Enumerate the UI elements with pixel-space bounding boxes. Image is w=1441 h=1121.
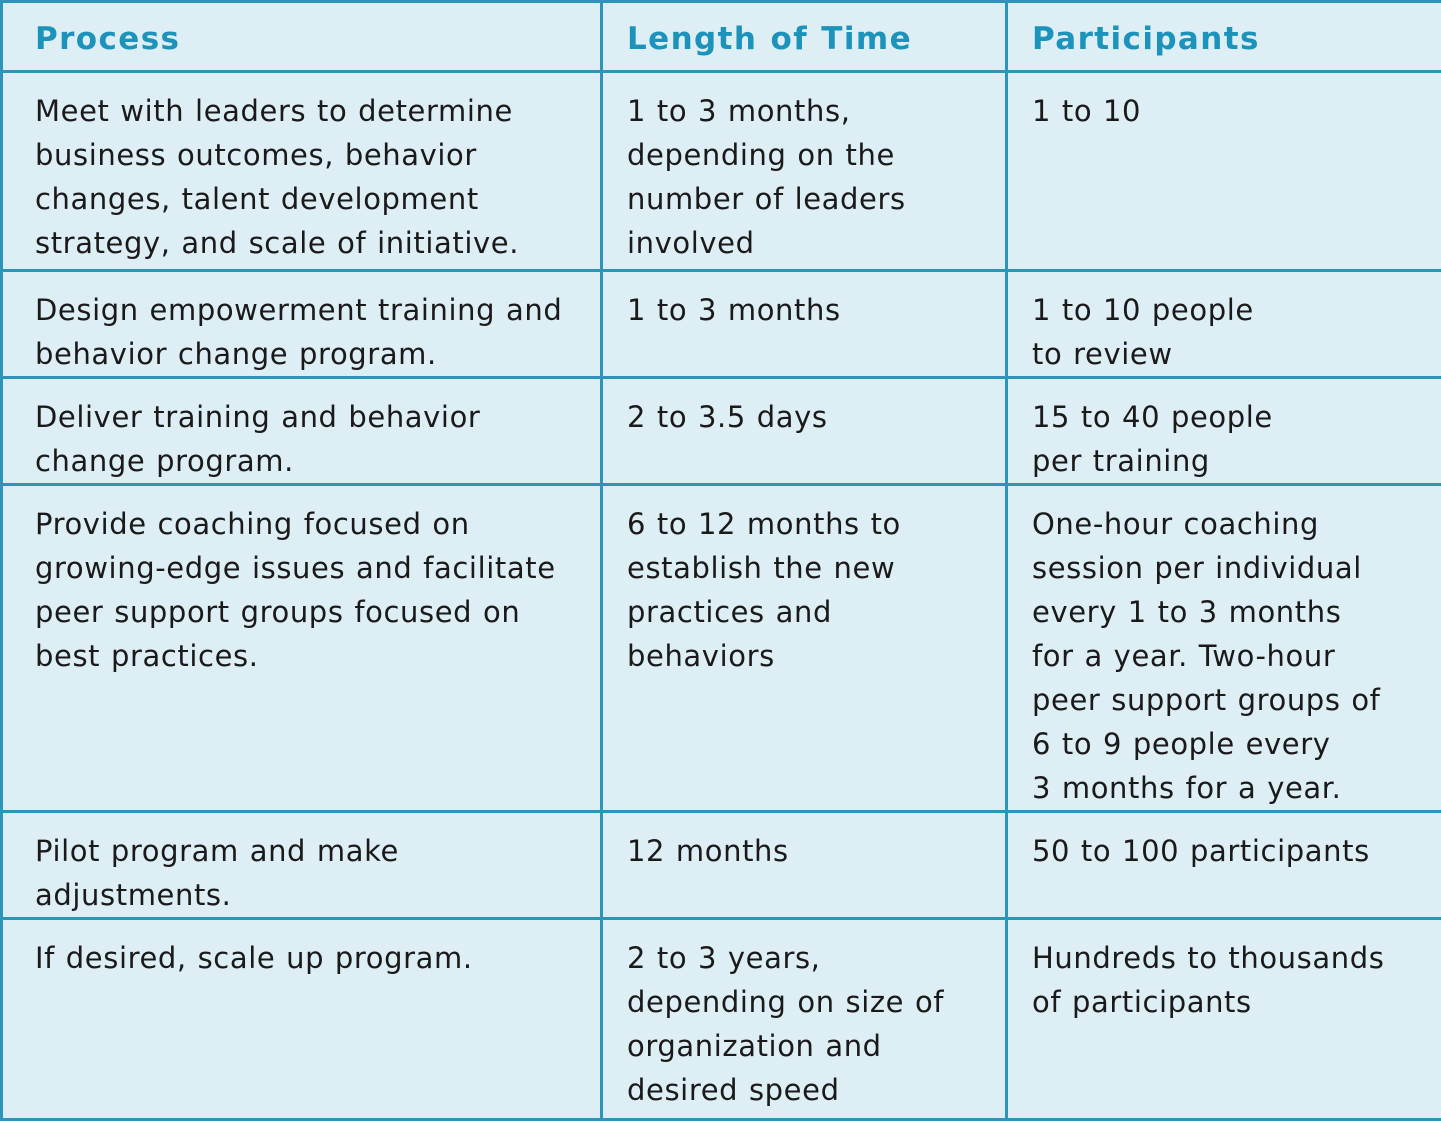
cell-participants: 15 to 40 people per training (1007, 378, 1441, 485)
cell-process: Meet with leaders to determine business outcomes, behavior changes, talent development strategy, and scale of initiative. (2, 72, 602, 271)
table-header-row (2, 2, 1441, 72)
table-row (2, 919, 1441, 1120)
table-row (2, 271, 1441, 378)
cell-length-of-time: 12 months (602, 812, 1007, 919)
cell-length-of-time: 1 to 3 months (602, 271, 1007, 378)
cell-participants: Hundreds to thousands of participants (1007, 919, 1441, 1120)
table-row (2, 72, 1441, 271)
table-row (2, 812, 1441, 919)
cell-process: Pilot program and make adjustments. (2, 812, 602, 919)
cell-length-of-time: 2 to 3 years, depending on size of organization and desired speed (602, 919, 1007, 1120)
cell-participants: 1 to 10 (1007, 72, 1441, 271)
header-length-of-time: Length of Time (602, 2, 1007, 72)
header-process: Process (2, 2, 602, 72)
cell-participants: One-hour coaching session per individual every 1 to 3 months for a year. Two-hour peer support groups of 6 to 9 people every 3 months for a year. (1007, 485, 1441, 812)
cell-process: If desired, scale up program. (2, 919, 602, 1120)
cell-length-of-time: 6 to 12 months to establish the new practices and behaviors (602, 485, 1007, 812)
cell-process: Deliver training and behavior change program. (2, 378, 602, 485)
table-row (2, 485, 1441, 812)
cell-length-of-time: 1 to 3 months, depending on the number of leaders involved (602, 72, 1007, 271)
cell-length-of-time: 2 to 3.5 days (602, 378, 1007, 485)
cell-participants: 50 to 100 participants (1007, 812, 1441, 919)
table-row (2, 378, 1441, 485)
cell-process: Design empowerment training and behavior change program. (2, 271, 602, 378)
cell-participants: 1 to 10 people to review (1007, 271, 1441, 378)
header-participants: Participants (1007, 2, 1441, 72)
cell-process: Provide coaching focused on growing-edge issues and facilitate peer support groups focused on best practices. (2, 485, 602, 812)
